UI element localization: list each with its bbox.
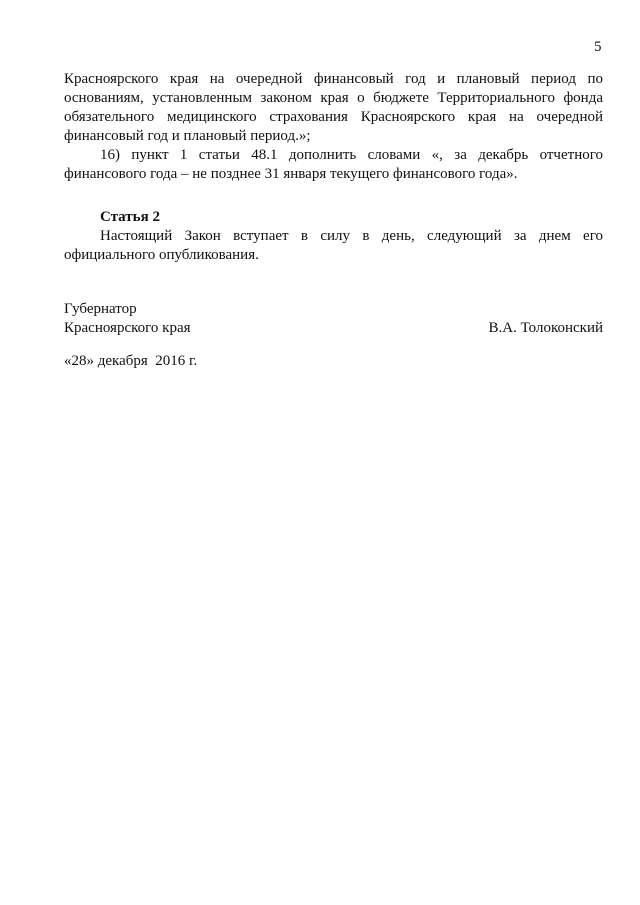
- article-2-heading: Статья 2: [100, 209, 160, 225]
- signatory-row: [64, 319, 603, 338]
- item-16-paragraph: 16) пункт 1 статьи 48.1 дополнить словами «, за декабрь отчетного финансового года – не позднее 31 января текущего финансового года».: [64, 147, 603, 182]
- article-2-text: Настоящий Закон вступает в силу в день, следующий за днем его официального опубликования.: [64, 228, 603, 263]
- document-date: «28» декабря 2016 г.: [64, 353, 198, 369]
- signatory-title-line1: Губернатор: [64, 301, 137, 317]
- signatory-name: В.А. Толоконский: [488, 320, 603, 336]
- signature-block: [64, 300, 603, 338]
- continuation-paragraph: Красноярского края на очередной финансовый год и плановый период по основаниям, установленным законом края о бюджете Территориального фонда обязательного медицинского страхования Красноярского края на очередной финансовый год и плановый период.»;: [64, 71, 603, 144]
- signatory-title-line2: Красноярского края: [64, 320, 191, 336]
- document-body: [64, 70, 603, 265]
- page-number: 5: [594, 39, 602, 55]
